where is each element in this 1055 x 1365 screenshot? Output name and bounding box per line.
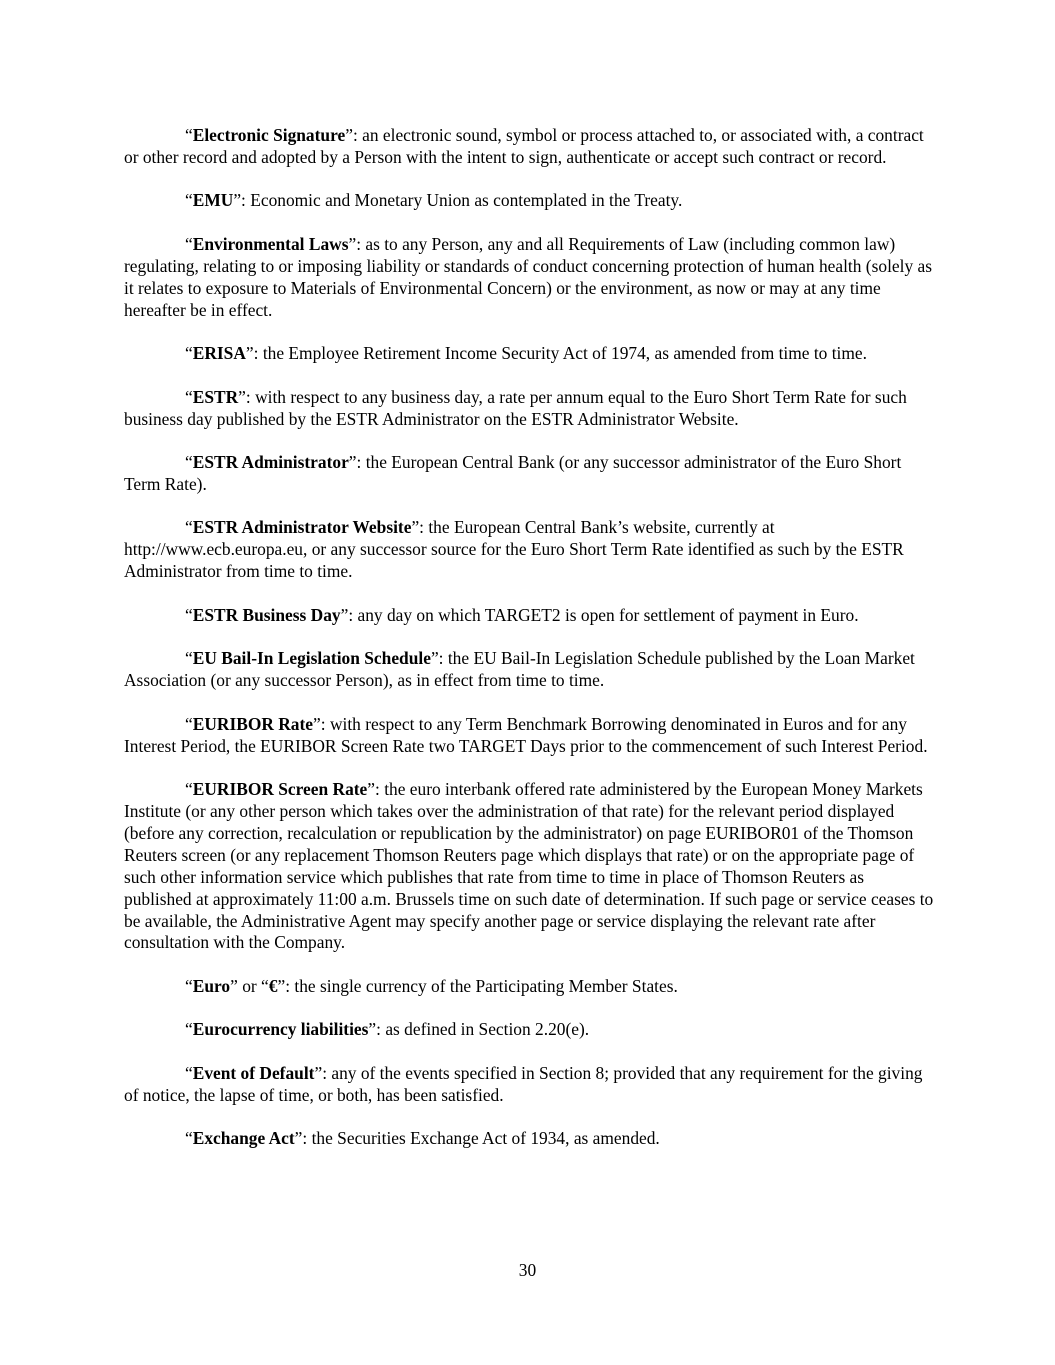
term-connector: or — [237, 975, 262, 996]
definition-text: : with respect to any business day, a rate per annum equal to the Euro Short Term Rate for such business day published by the ESTR Administrator on the ESTR Administrator Website. — [124, 386, 907, 429]
defined-term: ESTR — [192, 386, 239, 407]
defined-term: Event of Default — [192, 1062, 315, 1083]
definition-paragraph: “ESTR Business Day”: any day on which TARGET2 is open for settlement of payment in Euro. — [185, 604, 859, 625]
defined-term: ESTR Administrator Website — [192, 517, 412, 538]
definition-paragraph: “ESTR Administrator Website”: the European Central Bank’s website, currently at http://www.ecb.europa.eu, or any successor source for the Euro Short Term Rate identified as such by the ESTR Administrator from time to time. — [124, 517, 904, 582]
definition-paragraph: “Eurocurrency liabilities”: as defined in Section 2.20(e). — [185, 1019, 590, 1040]
defined-term: Environmental Laws — [192, 233, 349, 254]
defined-term-alt: € — [268, 975, 278, 996]
defined-term: Eurocurrency liabilities — [192, 1019, 369, 1040]
defined-term: ERISA — [192, 343, 246, 364]
definition-paragraph: “Euro” or “€”: the single currency of the Participating Member States. — [185, 975, 678, 996]
definition-text: : Economic and Monetary Union as contemplated in the Treaty. — [241, 190, 683, 211]
defined-term: Euro — [192, 975, 231, 996]
definition-text: : with respect to any Term Benchmark Borrowing denominated in Euros and for any Interest Period, the EURIBOR Screen Rate two TARGET Days prior to the commencement of such Interest Period. — [124, 713, 928, 756]
definition-paragraph: “Event of Default”: any of the events specified in Section 8; provided that any requirement for the giving of notice, the lapse of time, or both, has been satisfied. — [124, 1062, 923, 1105]
definition-paragraph: “EMU”: Economic and Monetary Union as contemplated in the Treaty. — [185, 190, 683, 211]
definition-text: : the Securities Exchange Act of 1934, as amended. — [302, 1128, 660, 1149]
defined-term: EMU — [192, 190, 234, 211]
definitions-section — [124, 125, 936, 1172]
definition-text: : the EU Bail-In Legislation Schedule published by the Loan Market Association (or any successor Person), as in effect from time to time. — [124, 648, 915, 691]
defined-term: ESTR Business Day — [192, 604, 341, 625]
definition-paragraph: “EURIBOR Screen Rate”: the euro interbank offered rate administered by the European Money Markets Institute (or any other person which takes over the administration of that rate) for the relevant period displayed (before any correction, recalculation or republication by the administrator) on page EURIBOR01 of the Thomson Reuters screen (or any replacement Thomson Reuters page which displays that rate) or on the appropriate page of such other information service which publishes that rate from time to time in place of Thomson Reuters as published at approximately 11:00 a.m. Brussels time on such date of determination. If such page or service ceases to be available, the Administrative Agent may specify another page or service displaying the relevant rate after consultation with the Company. — [124, 779, 934, 953]
page-number: 30 — [518, 1260, 537, 1280]
definition-paragraph: “EU Bail-In Legislation Schedule”: the EU Bail-In Legislation Schedule published by the Loan Market Association (or any successor Person), as in effect from time to time. — [124, 648, 915, 691]
defined-term: Electronic Signature — [192, 125, 346, 145]
definition-text: : an electronic sound, symbol or process attached to, or associated with, a contract or other record and adopted by a Person with the intent to sign, authenticate or accept such contract or record. — [124, 125, 924, 167]
definition-text: : any day on which TARGET2 is open for settlement of payment in Euro. — [348, 604, 859, 625]
defined-term: EURIBOR Screen Rate — [192, 779, 368, 800]
definition-text: : any of the events specified in Section 8; provided that any requirement for the giving of notice, the lapse of time, or both, has been satisfied. — [124, 1062, 923, 1105]
definition-text: : the single currency of the Participating Member States. — [285, 975, 678, 996]
definition-paragraph: “Exchange Act”: the Securities Exchange Act of 1934, as amended. — [185, 1128, 660, 1149]
defined-term: EU Bail-In Legislation Schedule — [192, 648, 431, 669]
defined-term: EURIBOR Rate — [192, 713, 314, 734]
definition-paragraph: “ESTR”: with respect to any business day, a rate per annum equal to the Euro Short Term Rate for such business day published by the ESTR Administrator on the ESTR Administrator Website. — [124, 386, 907, 429]
definition-text: : the euro interbank offered rate administered by the European Money Markets Institute (or any other person which takes over the administration of that rate) for the relevant period displayed (before any correction, recalculation or republication by the administrator) on page EURIBOR01 of the Thomson Reuters screen (or any replacement Thomson Reuters page which displays that rate) or on the appropriate page of such other information service which publishes that rate from time to time in place of Thomson Reuters as published at approximately 11:00 a.m. Brussels time on such date of determination. If such page or service ceases to be available, the Administrative Agent may specify another page or service displaying the relevant rate after consultation with the Company. — [124, 779, 934, 953]
definition-paragraph: “Environmental Laws”: as to any Person, any and all Requirements of Law (including common law) regulating, relating to or imposing liability or standards of conduct concerning protection of human health (solely as it relates to exposure to Materials of Environmental Concern) or the environment, as now or may at any time hereafter be in effect. — [124, 233, 932, 320]
definition-text: : the Employee Retirement Income Security Act of 1974, as amended from time to time. — [253, 343, 867, 364]
definition-paragraph: “EURIBOR Rate”: with respect to any Term Benchmark Borrowing denominated in Euros and for any Interest Period, the EURIBOR Screen Rate two TARGET Days prior to the commencement of such Interest Period. — [124, 713, 928, 756]
definition-paragraph: “Electronic Signature”: an electronic sound, symbol or process attached to, or associated with, a contract or other record and adopted by a Person with the intent to sign, authenticate or accept such contract or record. — [124, 125, 924, 167]
defined-term: ESTR Administrator — [192, 452, 349, 473]
definition-paragraph: “ERISA”: the Employee Retirement Income Security Act of 1974, as amended from time to time. — [185, 343, 867, 364]
definition-text: : as defined in Section 2.20(e). — [376, 1019, 590, 1040]
definition-text: : the European Central Bank’s website, currently at http://www.ecb.europa.eu, or any successor source for the Euro Short Term Rate identified as such by the ESTR Administrator from time to time. — [124, 517, 904, 582]
definition-text: : the European Central Bank (or any successor administrator of the Euro Short Term Rate). — [124, 452, 902, 494]
definition-paragraph: “ESTR Administrator”: the European Central Bank (or any successor administrator of the Euro Short Term Rate). — [124, 452, 902, 494]
definition-text: : as to any Person, any and all Requirements of Law (including common law) regulating, relating to or imposing liability or standards of conduct concerning protection of human health (solely as it relates to exposure to Materials of Environmental Concern) or the environment, as now or may at any time hereafter be in effect. — [124, 233, 932, 320]
defined-term: Exchange Act — [192, 1128, 295, 1149]
